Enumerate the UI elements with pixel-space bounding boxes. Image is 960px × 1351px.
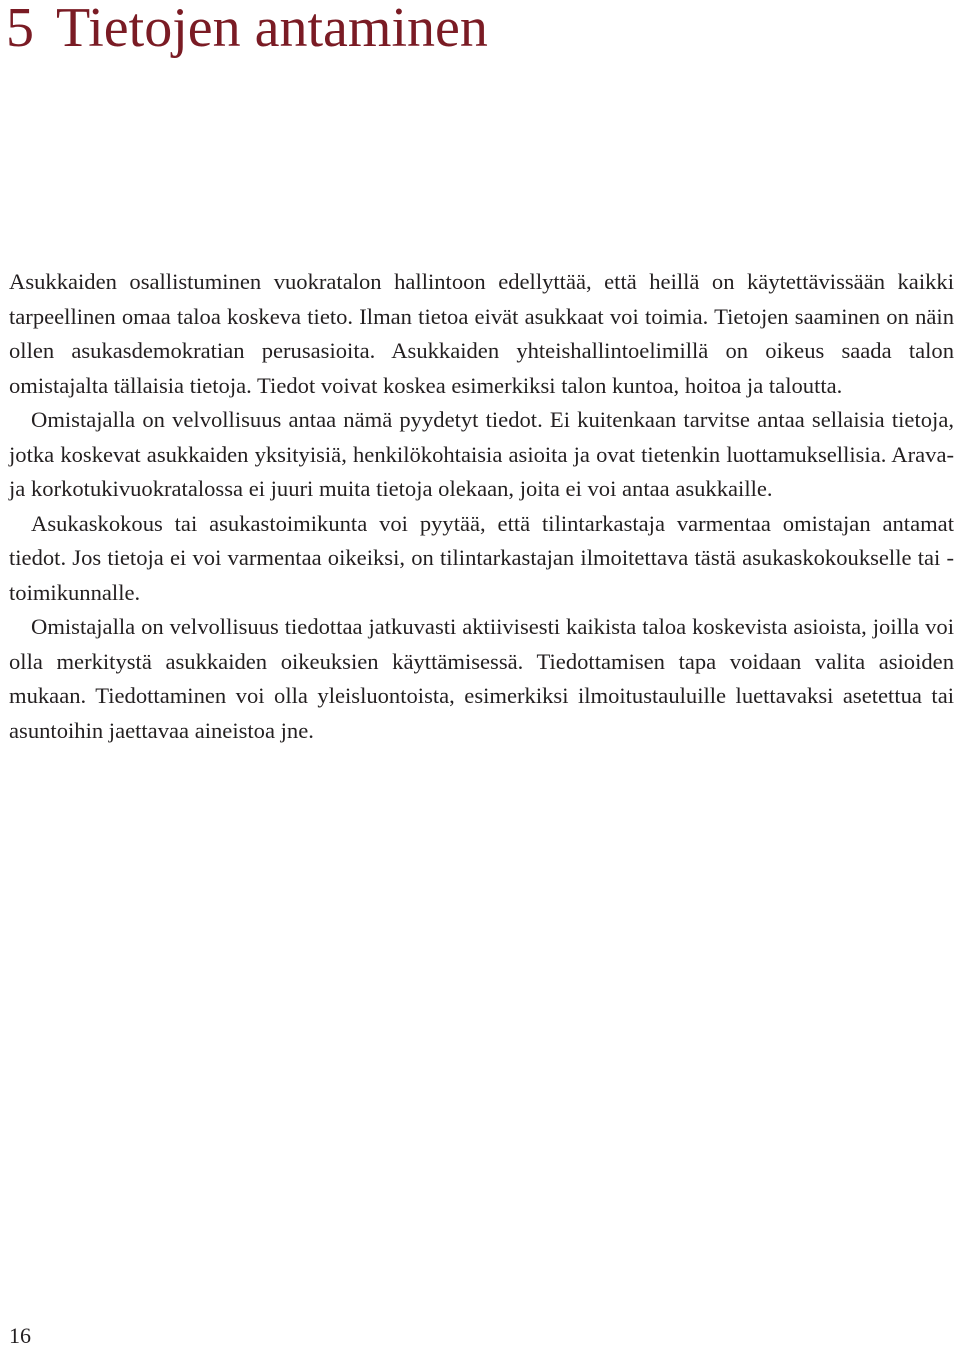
page-number: 16	[9, 1323, 31, 1348]
paragraph-3: Asukaskokous tai asukastoimikunta voi pyytää, että tilintarkastaja varmentaa omistajan antamat tiedot. Jos tietoja ei voi varmentaa oikeiksi, on tilintarkastajan ilmoitettava tästä asukaskokoukselle tai -toimikunnalle.	[9, 510, 954, 605]
paragraph-2: Omistajalla on velvollisuus antaa nämä pyydetyt tiedot. Ei kuitenkaan tarvitse antaa sellaisia tietoja, jotka koskevat asukkaiden yksityisiä, henkilökohtaisia asioita ja ovat tietenkin luottamuksellisia. Arava- ja korkotukivuokratalossa ei juuri muita tietoja olekaan, joita ei voi antaa asukkaille.	[9, 407, 954, 501]
body-text	[9, 265, 954, 748]
chapter-title: Tietojen antaminen	[56, 0, 488, 59]
chapter-heading	[6, 0, 488, 60]
paragraph-1: Asukkaiden osallistuminen vuokratalon hallintoon edellyttää, että heillä on käytettävissään kaikki tarpeellinen omaa taloa koskeva tieto. Ilman tietoa eivät asukkaat voi toimia. Tietojen saaminen on näin ollen asukasdemokratian perusasioita. Asukkaiden yhteishallintoelimillä on oikeus saada talon omistajalta tällaisia tietoja. Tiedot voivat koskea esimerkiksi talon kuntoa, hoitoa ja taloutta.	[9, 269, 954, 398]
chapter-number: 5	[6, 0, 34, 59]
paragraph-4: Omistajalla on velvollisuus tiedottaa jatkuvasti aktiivisesti kaikista taloa koskevista asioista, joilla voi olla merkitystä asukkaiden oikeuksien käyttämisessä. Tiedottamisen tapa voidaan valita asioiden mukaan. Tiedottaminen voi olla yleisluontoista, esimerkiksi ilmoitustauluille luettavaksi asetettua tai asuntoihin jaettavaa aineistoa jne.	[9, 614, 954, 743]
